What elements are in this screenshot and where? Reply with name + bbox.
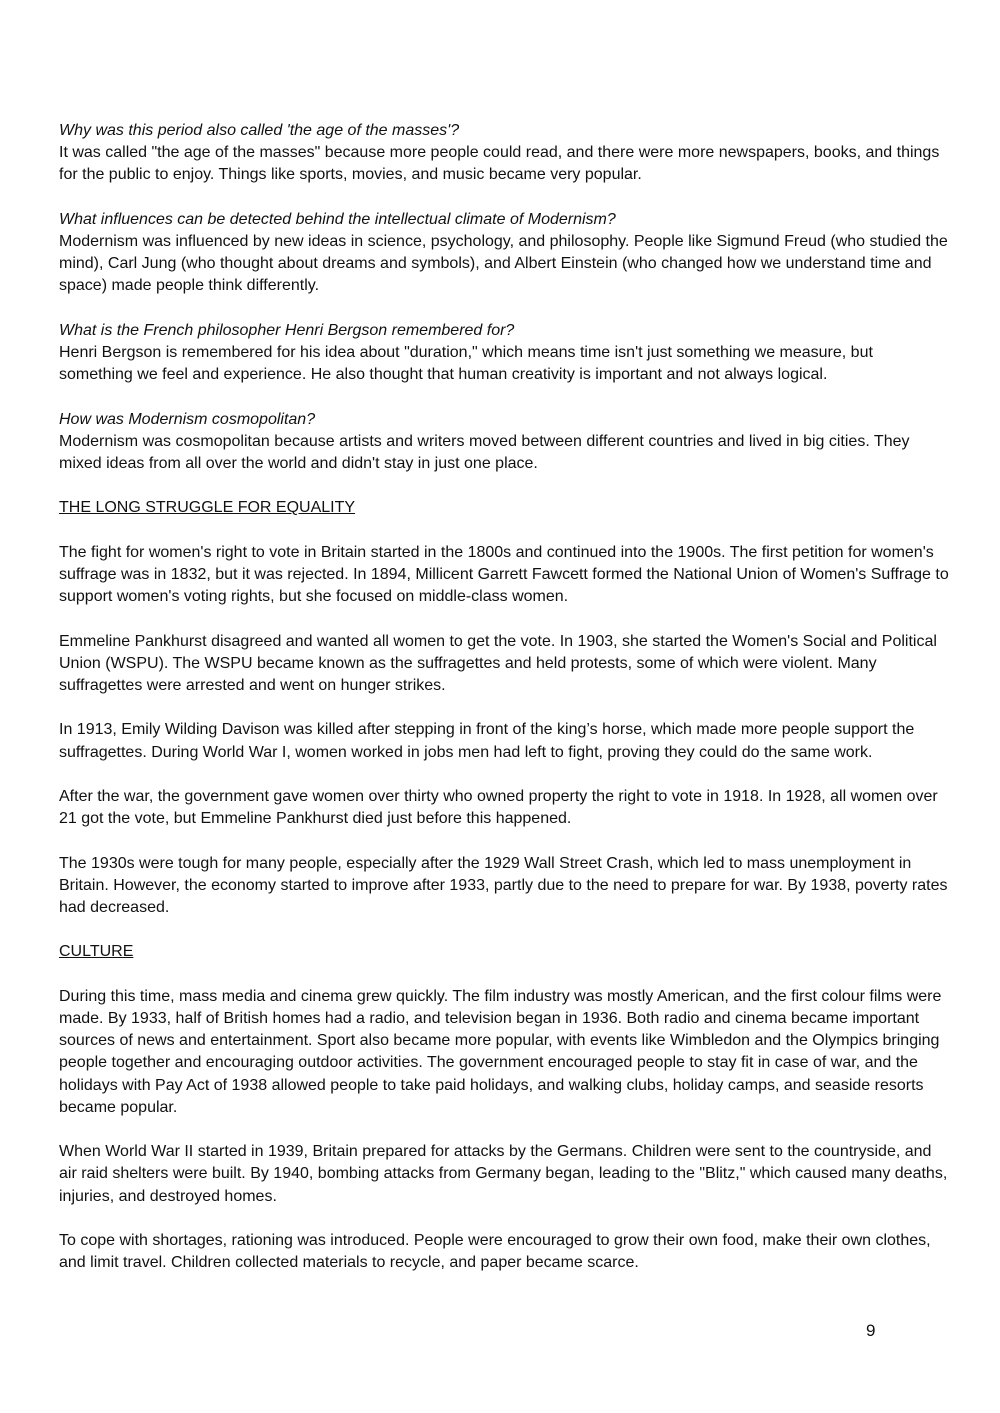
page-number: 9 xyxy=(866,1321,876,1340)
question-text: What influences can be detected behind the intellectual climate of Modernism? xyxy=(59,210,616,228)
section-heading: THE LONG STRUGGLE FOR EQUALITY xyxy=(59,499,356,517)
question-text: How was Modernism cosmopolitan? xyxy=(59,410,316,428)
answer-text: Modernism was cosmopolitan because artists and writers moved between different countries and lived in big cities. They mixed ideas from all over the world and didn't stay in just one place. xyxy=(59,432,910,472)
body-paragraph: During this time, mass media and cinema grew quickly. The film industry was mostly American, and the first colour films were made. By 1933, half of British homes had a radio, and television began in 1936. Both radio and cinema became important sources of news and entertainment. Sport also became more popular, with events like Wimbledon and the Olympics bringing people together and encouraging outdoor activities. The government encouraged people to stay fit in case of war, and the holidays with Pay Act of 1938 allowed people to take paid holidays, and walking clubs, holiday camps, and seaside resorts became popular. xyxy=(59,987,942,1116)
body-paragraph: The 1930s were tough for many people, especially after the 1929 Wall Street Crash, which led to mass unemployment in Britain. However, the economy started to improve after 1933, partly due to the need to prepare for war. By 1938, poverty rates had decreased. xyxy=(59,854,948,916)
body-paragraph: In 1913, Emily Wilding Davison was killed after stepping in front of the king’s horse, which made more people support the suffragettes. During World War I, women worked in jobs men had left to fight, proving they could do the same work. xyxy=(59,721,915,761)
answer-text: Modernism was influenced by new ideas in science, psychology, and philosophy. People like Sigmund Freud (who studied the mind), Carl Jung (who thought about dreams and symbols), and Albert Einstein (who changed how we understand time and space) made people think differently. xyxy=(59,233,948,295)
question-text: Why was this period also called 'the age of the masses'? xyxy=(59,122,460,139)
body-paragraph: The fight for women's right to vote in Britain started in the 1800s and continued into the 1900s. The first petition for women's suffrage was in 1832, but it was rejected. In 1894, Millicent Garrett Fawcett formed the National Union of Women's Suffrage to support women's voting rights, but she focused on middle-class women. xyxy=(59,543,949,606)
qa-block xyxy=(59,209,949,298)
body-paragraph: To cope with shortages, rationing was introduced. People were encouraged to grow their own food, make their own clothes, and limit travel. Children collected materials to recycle, and paper became scarce. xyxy=(59,1231,931,1272)
section-heading-block xyxy=(59,941,949,963)
section-heading: CULTURE xyxy=(59,943,134,961)
body-paragraph: When World War II started in 1939, Britain prepared for attacks by the Germans. Children were sent to the countryside, and air raid shelters were built. By 1940, bombing attacks from Germany began, leading to the "Blitz," which caused many deaths, injuries, and destroyed homes. xyxy=(59,1143,948,1205)
answer-text: It was called "the age of the masses" because more people could read, and there were more newspapers, books, and things for the public to enjoy. Things like sports, movies, and music became very popular. xyxy=(59,144,940,184)
question-text: What is the French philosopher Henri Bergson remembered for? xyxy=(59,321,515,339)
qa-block xyxy=(59,120,949,187)
document-page xyxy=(59,120,949,1297)
qa-block xyxy=(59,320,949,387)
body-paragraph: Emmeline Pankhurst disagreed and wanted all women to get the vote. In 1903, she started the Women's Social and Political Union (WSPU). The WSPU became known as the suffragettes and held protests, some of which were violent. Many suffragettes were arrested and went on hunger strikes. xyxy=(59,632,937,694)
qa-block xyxy=(59,409,949,476)
section-heading-block xyxy=(59,497,949,519)
body-paragraph: After the war, the government gave women over thirty who owned property the right to vote in 1918. In 1928, all women over 21 got the vote, but Emmeline Pankhurst died just before this happened. xyxy=(59,787,938,828)
answer-text: Henri Bergson is remembered for his idea about "duration," which means time isn't just something we measure, but something we feel and experience. He also thought that human creativity is important and not always logical. xyxy=(59,344,873,384)
